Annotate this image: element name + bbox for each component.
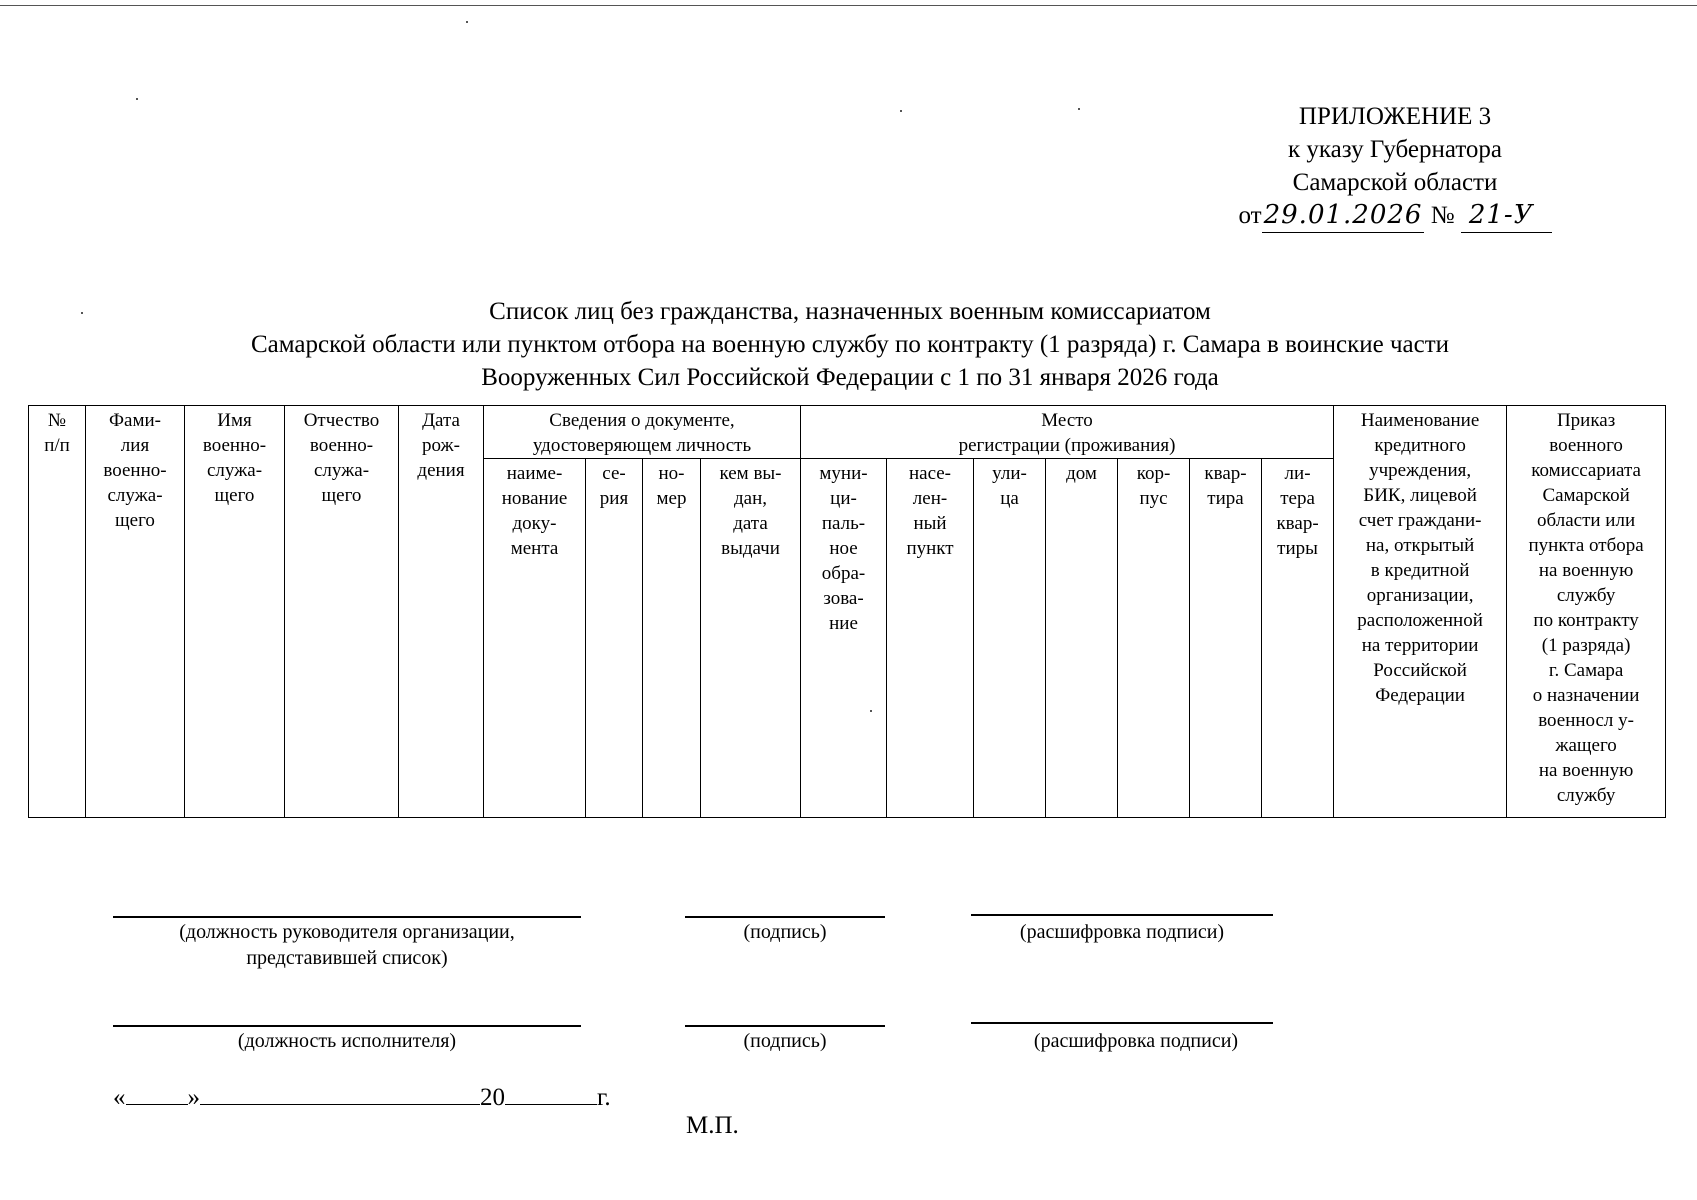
header-name: Имя военно- служа- щего [185, 406, 285, 818]
executor-position-caption: (должность исполнителя) [237, 1030, 457, 1052]
header-addr-apartment-letter: ли- тера квар- тиры [1262, 459, 1334, 818]
header-birth-date: Дата рож- дения [399, 406, 484, 818]
date-close-quote: » [187, 1084, 200, 1111]
stamp-place: М.П. [686, 1112, 739, 1139]
date-day-blank [126, 1080, 188, 1105]
annex-title: ПРИЛОЖЕНИЕ 3 [1298, 103, 1492, 130]
decoding-caption-1: (расшифровка подписи) [1019, 921, 1225, 943]
annex-region-line: Самарской области [1292, 169, 1498, 196]
scan-speck [900, 110, 902, 112]
date-year-suffix: г. [597, 1084, 611, 1111]
header-addr-municipality: муни- ци- паль- ное обра- зова- ние [801, 459, 887, 818]
personnel-table [28, 405, 1666, 818]
header-addr-street: ули- ца [974, 459, 1046, 818]
header-doc-number: но- мер [643, 459, 701, 818]
title-line-1: Список лиц без гражданства, назначенных военным комиссариатом [489, 298, 1211, 325]
annex-number-label: № [1430, 202, 1455, 229]
annex-header [1190, 100, 1600, 233]
header-address-group: Место регистрации (проживания) [801, 406, 1334, 459]
signature-caption-2: (подпись) [743, 1030, 827, 1052]
title-line-3: Вооруженных Сил Российской Федерации с 1 по 31 января 2026 года [481, 364, 1219, 391]
date-year-prefix: 20 [480, 1084, 505, 1111]
header-addr-house: дом [1046, 459, 1118, 818]
header-surname: Фами- лия военно- служа- щего [86, 406, 185, 818]
top-scan-border [0, 5, 1697, 6]
signature-caption-1: (подпись) [743, 921, 827, 943]
annex-date-number-line [1190, 199, 1600, 233]
document-title [110, 295, 1590, 394]
signature-line-2 [685, 1025, 885, 1027]
header-doc-issued: кем вы- дан, дата выдачи [701, 459, 801, 818]
executor-position-line [113, 1025, 581, 1027]
scan-speck [1078, 108, 1080, 110]
decoding-line-1 [971, 914, 1273, 916]
header-addr-apartment: квар- тира [1190, 459, 1262, 818]
header-addr-building: кор- пус [1118, 459, 1190, 818]
head-position-line [113, 916, 581, 918]
header-addr-settlement: насе- лен- ный пункт [887, 459, 974, 818]
header-doc-series: се- рия [586, 459, 643, 818]
date-line [113, 1080, 611, 1112]
date-month-blank [200, 1080, 480, 1105]
decoding-caption-2: (расшифровка подписи) [1033, 1030, 1239, 1052]
annex-decree-line: к указу Губернатора [1287, 136, 1503, 163]
scan-speck [136, 98, 138, 100]
date-open-quote: « [113, 1084, 126, 1111]
scan-speck [81, 312, 83, 314]
header-bank-details: Наименование кредитного учреждения, БИК, лицевой счет граждани- на, открытый в кредитной организации, расположенной на территории Российской Федерации [1334, 406, 1507, 818]
title-line-2: Самарской области или пунктом отбора на военную службу по контракту (1 разряда) г. Самара в воинские части [250, 331, 1450, 358]
header-number: № п/п [29, 406, 86, 818]
head-position-caption: (должность руководителя организации, представившей список) [179, 921, 515, 969]
header-commissariat-order: Приказ военного комиссариата Самарской области или пункта отбора на военную службу по контракту (1 разряда) г. Самара о назначении военносл у- жащего на военную службу [1507, 406, 1666, 818]
annex-number-handwritten: 21-У [1461, 199, 1552, 233]
annex-from-label: от [1238, 202, 1262, 229]
header-document-group: Сведения о документе, удостоверяющем личность [484, 406, 801, 459]
decoding-line-2 [971, 1022, 1273, 1024]
signature-line-1 [685, 916, 885, 918]
scan-speck [466, 21, 468, 23]
header-doc-name: наиме- нование доку- мента [484, 459, 586, 818]
annex-date-handwritten: 29.01.2026 [1262, 199, 1425, 233]
header-patronymic: Отчество военно- служа- щего [285, 406, 399, 818]
date-year-blank [505, 1080, 597, 1105]
